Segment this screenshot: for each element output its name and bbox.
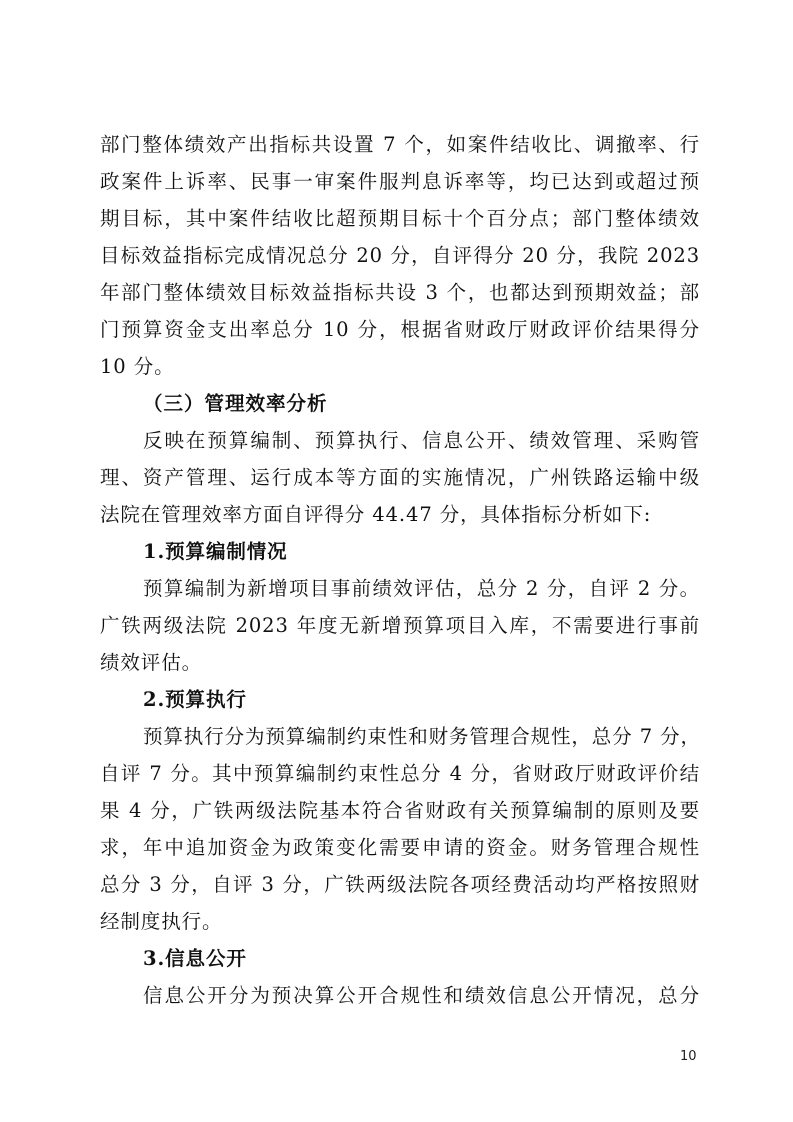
paragraph-line: 目标效益指标完成情况总分 20 分，自评得分 20 分，我院 2023 bbox=[100, 244, 700, 267]
section-heading-management-efficiency: （三）管理效率分析 bbox=[143, 392, 328, 415]
document-body bbox=[100, 126, 700, 1014]
subheading-budget-preparation: 1.预算编制情况 bbox=[143, 540, 288, 563]
paragraph-line: 10 分。 bbox=[100, 355, 175, 378]
paragraph-line: 自评 7 分。其中预算编制约束性总分 4 分，省财政厅财政评价结 bbox=[100, 762, 700, 785]
subheading-budget-execution: 2.预算执行 bbox=[143, 688, 247, 711]
paragraph-line: 期目标，其中案件结收比超预期目标十个百分点；部门整体绩效 bbox=[100, 207, 700, 230]
paragraph-line: 果 4 分，广铁两级法院基本符合省财政有关预算编制的原则及要 bbox=[100, 799, 700, 822]
paragraph-line: 预算编制为新增项目事前绩效评估，总分 2 分，自评 2 分。 bbox=[143, 577, 700, 600]
page-number: 10 bbox=[680, 1049, 697, 1064]
paragraph-line: 理、资产管理、运行成本等方面的实施情况，广州铁路运输中级 bbox=[100, 466, 700, 489]
paragraph-line: 绩效评估。 bbox=[100, 651, 203, 674]
paragraph-line: 经制度执行。 bbox=[100, 910, 223, 933]
paragraph-line: 门预算资金支出率总分 10 分，根据省财政厅财政评价结果得分 bbox=[100, 318, 700, 341]
paragraph-line: 部门整体绩效产出指标共设置 7 个，如案件结收比、调撤率、行 bbox=[100, 133, 700, 156]
paragraph-line: 求，年中追加资金为政策变化需要申请的资金。财务管理合规性 bbox=[100, 836, 700, 859]
subheading-information-disclosure: 3.信息公开 bbox=[143, 947, 247, 970]
paragraph-line: 政案件上诉率、民事一审案件服判息诉率等，均已达到或超过预 bbox=[100, 170, 700, 193]
paragraph-line: 总分 3 分，自评 3 分，广铁两级法院各项经费活动均严格按照财 bbox=[100, 873, 700, 896]
paragraph-line: 年部门整体绩效目标效益指标共设 3 个，也都达到预期效益；部 bbox=[100, 281, 700, 304]
paragraph-line: 广铁两级法院 2023 年度无新增预算项目入库，不需要进行事前 bbox=[100, 614, 700, 637]
paragraph-line: 信息公开分为预决算公开合规性和绩效信息公开情况，总分 bbox=[143, 984, 700, 1007]
paragraph-line: 反映在预算编制、预算执行、信息公开、绩效管理、采购管 bbox=[143, 429, 700, 452]
paragraph-line: 预算执行分为预算编制约束性和财务管理合规性，总分 7 分， bbox=[143, 725, 701, 748]
paragraph-line: 法院在管理效率方面自评得分 44.47 分，具体指标分析如下: bbox=[100, 503, 652, 526]
